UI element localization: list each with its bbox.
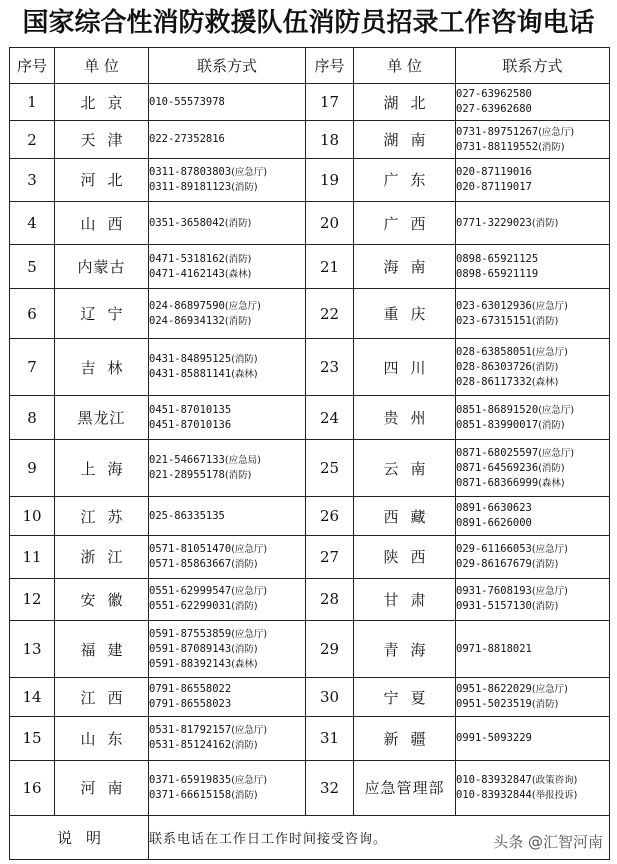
row-number: 6 — [10, 289, 55, 339]
unit-name: 江西 — [55, 678, 149, 717]
contact-cell — [456, 440, 610, 497]
row-number: 25 — [306, 440, 354, 497]
phone-department-tag: (消防) — [231, 740, 258, 752]
row-number: 24 — [306, 396, 354, 440]
phone-line — [149, 165, 305, 180]
phone-line — [149, 599, 305, 614]
phone-number: 0371-66615158 — [149, 788, 232, 801]
row-number: 19 — [306, 158, 354, 201]
unit-name: 宁夏 — [354, 678, 456, 717]
phone-line — [456, 375, 609, 390]
phone-line — [456, 599, 609, 614]
phone-line — [149, 299, 305, 314]
contact-cell — [456, 535, 610, 578]
unit-name: 云南 — [354, 440, 456, 497]
row-number: 23 — [306, 339, 354, 396]
phone-number: 0311-89181123 — [149, 180, 232, 193]
row-number: 14 — [10, 678, 55, 717]
table-row — [10, 396, 610, 440]
row-number: 27 — [306, 535, 354, 578]
phone-line — [149, 216, 305, 231]
phone-number: 027-63962580 — [456, 88, 532, 101]
header-contact: 联系方式 — [456, 48, 610, 84]
unit-name: 陕西 — [354, 535, 456, 578]
phone-number: 028-86117332 — [456, 375, 532, 388]
phone-department-tag: (政策咨询) — [531, 774, 578, 786]
phone-number: 0898-65921119 — [456, 267, 539, 280]
contact-cell — [456, 760, 610, 815]
phone-line — [456, 345, 609, 360]
phone-number: 0371-65919835 — [149, 773, 232, 786]
row-number: 4 — [10, 201, 55, 245]
phone-department-tag: (森林) — [224, 268, 252, 280]
phone-number: 0871-64569236 — [456, 461, 539, 474]
table-row — [10, 339, 610, 396]
row-number: 7 — [10, 339, 55, 396]
phone-number: 025-86335135 — [149, 509, 225, 522]
phone-number: 0891-6630623 — [456, 502, 532, 515]
phone-department-tag: (应急厅) — [531, 684, 568, 696]
phone-line — [149, 367, 305, 382]
phone-number: 0451-87010135 — [149, 403, 232, 416]
unit-name: 广西 — [354, 201, 456, 245]
header-no: 序号 — [306, 48, 354, 84]
phone-number: 0471-4162143 — [149, 267, 225, 280]
phone-line — [149, 542, 305, 557]
header-contact: 联系方式 — [149, 48, 306, 84]
phone-number: 0531-81792157 — [149, 724, 232, 737]
row-number: 17 — [306, 84, 354, 121]
phone-line — [456, 642, 609, 657]
unit-name: 北京 — [55, 84, 149, 121]
phone-line — [149, 657, 305, 672]
unit-name: 安徽 — [55, 578, 149, 621]
unit-name: 西藏 — [354, 497, 456, 536]
contact-cell — [149, 678, 306, 717]
phone-line — [149, 697, 305, 712]
phone-number: 0551-62299031 — [149, 600, 232, 613]
phone-line — [149, 267, 305, 282]
phone-department-tag: (应急厅) — [538, 126, 575, 138]
contact-cell — [456, 716, 610, 760]
phone-line — [456, 299, 609, 314]
phone-number: 0431-84895125 — [149, 353, 232, 366]
phone-line — [149, 352, 305, 367]
row-number: 30 — [306, 678, 354, 717]
phone-number: 0871-68366999 — [456, 476, 539, 489]
contact-cell — [149, 158, 306, 201]
phone-line — [149, 95, 305, 110]
unit-name: 重庆 — [354, 289, 456, 339]
phone-department-tag: (消防) — [231, 643, 258, 655]
row-number: 15 — [10, 716, 55, 760]
phone-number: 0591-87553859 — [149, 627, 232, 640]
unit-name: 新疆 — [354, 716, 456, 760]
phone-department-tag: (消防) — [224, 217, 252, 229]
phone-number: 0731-88119552 — [456, 140, 539, 153]
phone-department-tag: (应急厅) — [231, 774, 268, 786]
phone-department-tag: (消防) — [531, 315, 559, 327]
phone-line — [456, 165, 609, 180]
phone-number: 021-54667133 — [149, 454, 225, 467]
phone-department-tag: (应急厅) — [231, 586, 268, 598]
contact-cell — [456, 121, 610, 158]
phone-line — [149, 403, 305, 418]
phone-line — [456, 516, 609, 531]
note-label: 说明 — [10, 816, 149, 860]
phone-number: 0851-86891520 — [456, 403, 539, 416]
phone-number: 0551-62999547 — [149, 585, 232, 598]
phone-line — [456, 418, 609, 433]
unit-name: 天津 — [55, 121, 149, 158]
table-row — [10, 84, 610, 121]
contact-cell — [149, 440, 306, 497]
unit-name: 内蒙古 — [55, 245, 149, 289]
phone-number: 0991-5093229 — [456, 731, 532, 744]
phone-department-tag: (应急厅) — [224, 300, 261, 312]
phone-department-tag: (森林) — [231, 658, 258, 670]
unit-name: 四川 — [354, 339, 456, 396]
phone-number: 010-83932847 — [456, 773, 532, 786]
table-row — [10, 578, 610, 621]
row-number: 9 — [10, 440, 55, 497]
table-row — [10, 716, 610, 760]
phone-line — [456, 501, 609, 516]
phone-department-tag: (消防) — [531, 558, 559, 570]
phone-number: 0971-8818021 — [456, 642, 532, 655]
phone-department-tag: (应急厅) — [531, 586, 568, 598]
phone-line — [456, 252, 609, 267]
phone-number: 028-86303726 — [456, 360, 532, 373]
unit-name: 贵州 — [354, 396, 456, 440]
contact-cell — [456, 245, 610, 289]
phone-line — [456, 773, 609, 788]
table-row — [10, 621, 610, 678]
contact-cell — [149, 289, 306, 339]
row-number: 20 — [306, 201, 354, 245]
phone-line — [149, 252, 305, 267]
phone-number: 021-28955178 — [149, 469, 225, 482]
phone-number: 0791-86558022 — [149, 683, 232, 696]
phone-line — [149, 738, 305, 753]
contact-cell — [456, 289, 610, 339]
contact-cell — [456, 578, 610, 621]
phone-number: 029-86167679 — [456, 557, 532, 570]
contact-cell — [149, 201, 306, 245]
phone-line — [149, 788, 305, 803]
phone-department-tag: (消防) — [538, 462, 565, 474]
contact-cell — [456, 201, 610, 245]
page-title: 国家综合性消防救援队伍消防员招录工作咨询电话 — [22, 8, 595, 38]
contact-table — [9, 47, 610, 860]
phone-department-tag: (消防) — [531, 361, 559, 373]
phone-number: 0351-3658042 — [149, 216, 225, 229]
contact-cell — [149, 535, 306, 578]
phone-department-tag: (消防) — [231, 558, 258, 570]
unit-name: 江苏 — [55, 497, 149, 536]
row-number: 21 — [306, 245, 354, 289]
contact-cell — [149, 245, 306, 289]
unit-name: 浙江 — [55, 535, 149, 578]
phone-number: 0571-85863667 — [149, 557, 232, 570]
row-number: 29 — [306, 621, 354, 678]
phone-line — [456, 360, 609, 375]
phone-department-tag: (应急厅) — [538, 447, 575, 459]
phone-department-tag: (应急厅) — [231, 543, 268, 555]
phone-line — [149, 627, 305, 642]
phone-number: 0951-8622029 — [456, 683, 532, 696]
table-row — [10, 535, 610, 578]
phone-line — [149, 642, 305, 657]
phone-department-tag: (应急厅) — [231, 725, 268, 737]
phone-number: 010-83932844 — [456, 788, 532, 801]
table-row — [10, 158, 610, 201]
phone-line — [149, 453, 305, 468]
phone-number: 022-27352816 — [149, 133, 225, 146]
phone-number: 0431-85881141 — [149, 368, 232, 381]
unit-name: 河北 — [55, 158, 149, 201]
phone-department-tag: (消防) — [231, 601, 258, 613]
table-row — [10, 497, 610, 536]
phone-department-tag: (消防) — [531, 217, 559, 229]
phone-number: 023-67315151 — [456, 314, 532, 327]
phone-department-tag: (举报投诉) — [531, 789, 578, 801]
row-number: 26 — [306, 497, 354, 536]
phone-line — [456, 267, 609, 282]
table-row — [10, 289, 610, 339]
phone-department-tag: (应急厅) — [231, 166, 268, 178]
phone-line — [149, 468, 305, 483]
phone-number: 0731-89751267 — [456, 125, 539, 138]
phone-number: 020-87119016 — [456, 165, 532, 178]
note-text: 联系电话在工作日工作时间接受咨询。 — [149, 816, 610, 860]
row-number: 28 — [306, 578, 354, 621]
contact-cell — [456, 678, 610, 717]
phone-line — [456, 87, 609, 102]
row-number: 5 — [10, 245, 55, 289]
phone-line — [456, 476, 609, 491]
phone-department-tag: (森林) — [531, 376, 559, 388]
unit-name: 湖南 — [354, 121, 456, 158]
contact-cell — [149, 396, 306, 440]
contact-cell — [149, 760, 306, 815]
phone-number: 0591-87089143 — [149, 642, 232, 655]
phone-department-tag: (消防) — [231, 181, 258, 193]
phone-number: 0571-81051470 — [149, 542, 232, 555]
unit-name: 上海 — [55, 440, 149, 497]
row-number: 8 — [10, 396, 55, 440]
phone-line — [149, 132, 305, 147]
phone-number: 0591-88392143 — [149, 657, 232, 670]
unit-name: 应急管理部 — [354, 760, 456, 815]
phone-department-tag: (森林) — [538, 477, 565, 489]
row-number: 3 — [10, 158, 55, 201]
row-number: 1 — [10, 84, 55, 121]
phone-department-tag: (消防) — [538, 419, 565, 431]
phone-department-tag: (消防) — [531, 699, 559, 711]
header-unit: 单 位 — [55, 48, 149, 84]
phone-number: 0931-5157130 — [456, 600, 532, 613]
phone-department-tag: (消防) — [224, 470, 252, 482]
phone-line — [149, 557, 305, 572]
phone-number: 029-61166053 — [456, 542, 532, 555]
phone-number: 0531-85124162 — [149, 739, 232, 752]
phone-line — [149, 773, 305, 788]
phone-department-tag: (森林) — [231, 369, 258, 381]
phone-number: 010-55573978 — [149, 95, 225, 108]
row-number: 32 — [306, 760, 354, 815]
unit-name: 青海 — [354, 621, 456, 678]
unit-name: 福建 — [55, 621, 149, 678]
contact-cell — [456, 339, 610, 396]
phone-department-tag: (消防) — [538, 141, 565, 153]
phone-department-tag: (应急厅) — [531, 543, 568, 555]
phone-department-tag: (消防) — [531, 601, 559, 613]
phone-line — [456, 788, 609, 803]
table-row — [10, 201, 610, 245]
phone-number: 0871-68025597 — [456, 446, 539, 459]
phone-line — [456, 314, 609, 329]
unit-name: 吉林 — [55, 339, 149, 396]
table-row — [10, 440, 610, 497]
row-number: 10 — [10, 497, 55, 536]
contact-cell — [456, 621, 610, 678]
table-header-row — [10, 48, 610, 84]
phone-line — [456, 125, 609, 140]
phone-department-tag: (消防) — [231, 354, 258, 366]
phone-line — [149, 180, 305, 195]
phone-number: 0311-87803803 — [149, 165, 232, 178]
watermark: 头条 @汇智河南 — [493, 833, 603, 851]
phone-department-tag: (应急厅) — [538, 404, 575, 416]
phone-department-tag: (应急厅) — [531, 346, 568, 358]
phone-number: 0471-5318162 — [149, 252, 225, 265]
contact-cell — [456, 158, 610, 201]
phone-line — [456, 542, 609, 557]
contact-cell — [456, 497, 610, 536]
unit-name: 海南 — [354, 245, 456, 289]
phone-number: 0451-87010136 — [149, 418, 232, 431]
table-row — [10, 245, 610, 289]
row-number: 31 — [306, 716, 354, 760]
phone-number: 0931-7608193 — [456, 585, 532, 598]
row-number: 11 — [10, 535, 55, 578]
row-number: 18 — [306, 121, 354, 158]
contact-cell — [149, 339, 306, 396]
unit-name: 湖北 — [354, 84, 456, 121]
contact-cell — [149, 121, 306, 158]
row-number: 12 — [10, 578, 55, 621]
unit-name: 广东 — [354, 158, 456, 201]
phone-line — [456, 216, 609, 231]
phone-line — [149, 723, 305, 738]
phone-line — [456, 557, 609, 572]
phone-line — [456, 140, 609, 155]
phone-number: 028-63858051 — [456, 345, 532, 358]
phone-number: 0771-3229023 — [456, 216, 532, 229]
phone-line — [456, 403, 609, 418]
phone-line — [149, 418, 305, 433]
phone-department-tag: (应急厅) — [231, 628, 268, 640]
phone-line — [149, 682, 305, 697]
row-number: 13 — [10, 621, 55, 678]
phone-number: 024-86897590 — [149, 299, 225, 312]
header-unit: 单 位 — [354, 48, 456, 84]
phone-line — [456, 682, 609, 697]
phone-line — [149, 314, 305, 329]
row-number: 22 — [306, 289, 354, 339]
phone-number: 0791-86558023 — [149, 698, 232, 711]
table-row — [10, 678, 610, 717]
phone-department-tag: (应急厅) — [531, 300, 568, 312]
phone-line — [149, 584, 305, 599]
table-row — [10, 121, 610, 158]
phone-number: 0951-5023519 — [456, 698, 532, 711]
unit-name: 山西 — [55, 201, 149, 245]
phone-line — [456, 584, 609, 599]
contact-cell — [149, 578, 306, 621]
phone-number: 027-63962680 — [456, 103, 532, 116]
header-no: 序号 — [10, 48, 55, 84]
phone-department-tag: (消防) — [224, 253, 252, 265]
contact-cell — [456, 84, 610, 121]
phone-number: 0891-6626000 — [456, 517, 532, 530]
phone-line — [456, 102, 609, 117]
phone-number: 0851-83990017 — [456, 418, 539, 431]
unit-name: 甘肃 — [354, 578, 456, 621]
phone-line — [149, 509, 305, 524]
phone-line — [456, 697, 609, 712]
contact-cell — [149, 621, 306, 678]
phone-line — [456, 446, 609, 461]
contact-cell — [149, 497, 306, 536]
unit-name: 河南 — [55, 760, 149, 815]
phone-number: 020-87119017 — [456, 180, 532, 193]
contact-cell — [149, 84, 306, 121]
contact-cell — [456, 396, 610, 440]
unit-name: 山东 — [55, 716, 149, 760]
phone-number: 024-86934132 — [149, 314, 225, 327]
contact-cell — [149, 716, 306, 760]
phone-department-tag: (应急局) — [224, 455, 261, 467]
phone-line — [456, 731, 609, 746]
table-row — [10, 760, 610, 815]
row-number: 2 — [10, 121, 55, 158]
phone-number: 0898-65921125 — [456, 252, 539, 265]
phone-department-tag: (消防) — [231, 789, 258, 801]
unit-name: 辽宁 — [55, 289, 149, 339]
unit-name: 黑龙江 — [55, 396, 149, 440]
phone-department-tag: (消防) — [224, 315, 252, 327]
phone-number: 023-63012936 — [456, 299, 532, 312]
phone-line — [456, 180, 609, 195]
phone-line — [456, 461, 609, 476]
row-number: 16 — [10, 760, 55, 815]
